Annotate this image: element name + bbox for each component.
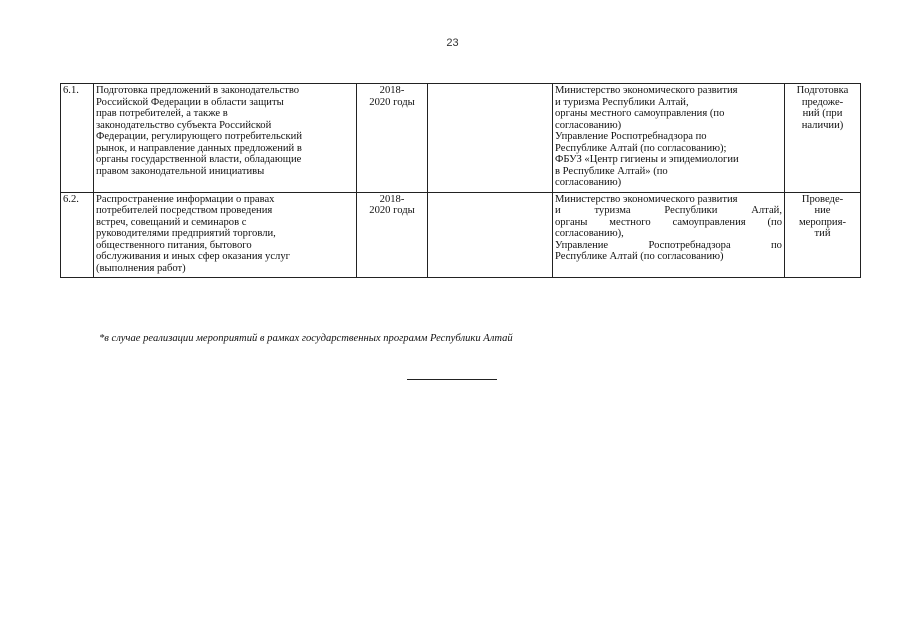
funding-cell [428,84,553,193]
word: (по [767,216,782,228]
text-line: Распространение информации о правах [96,193,275,205]
text-line: 2018- [379,85,405,96]
text-line: согласованию) [555,177,622,188]
text-line: ний (при [802,108,843,119]
text-line: (выполнения работ) [96,262,186,274]
text-line: наличии) [801,119,844,131]
text-line: правом законодательной инициативы [96,165,265,177]
text-line: законодательство субъекта Российской [96,119,272,131]
executors-cell [553,84,785,193]
period-cell [357,84,428,193]
text-line [555,228,782,240]
word: Управление [555,239,609,251]
footnote: *в случае реализации мероприятий в рамках государственных программ Республики Алтай [99,333,513,344]
text-line: 2020 годы [369,96,415,108]
table-row [61,84,861,193]
table-row [61,192,861,278]
text-line: Подготовка [796,85,849,96]
text-line: Управление Роспотребнадзора по [555,131,707,142]
text-line [555,217,782,229]
text-line: руководителями предприятий торговли, [96,228,276,239]
text-line: Проведе- [801,193,844,205]
word: туризма [594,205,631,216]
text-line: предоже- [801,96,844,108]
text-line: органы государственной власти, обладающие [96,154,302,165]
text-line: 2018- [379,193,405,205]
result-cell [785,84,861,193]
funding-cell [428,192,553,278]
word: Алтай, [751,205,782,216]
text-line [555,194,782,206]
row-number: 6.2. [61,192,94,278]
word: согласованию), [555,228,624,239]
text-line: Российской Федерации в области защиты [96,96,284,108]
text-line: Министерство экономического развития [555,85,738,96]
page-number: 23 [446,37,459,49]
word: Республики [664,205,718,216]
row-number: 6.1. [61,84,94,193]
text-line: в Республике Алтай» (по [555,165,668,177]
word: Республике Алтай (по согласованию) [555,251,724,262]
word: и [555,205,561,216]
text-line: и туризма Республики Алтай, [555,96,689,108]
activities-table [60,83,861,278]
text-line: рынок, и направление данных предложений в [96,142,302,154]
word: Министерство экономического развития [555,193,738,205]
text-line: Республике Алтай (по согласованию); [555,142,727,154]
word: самоуправления [672,216,746,228]
text-line: 2020 годы [369,205,415,216]
text-line: потребителей посредством проведения [96,205,273,216]
activity-cell [94,192,357,278]
text-line: тий [814,228,831,239]
text-line: прав потребителей, а также в [96,108,228,119]
word: Роспотребнадзора [648,239,731,251]
text-line: обслуживания и иных сфер оказания услуг [96,251,290,262]
text-line: мероприя- [798,216,847,228]
text-line: ФБУЗ «Центр гигиены и эпидемиологии [555,154,739,165]
text-line: Подготовка предложений в законодательство [96,85,300,96]
word: органы [555,216,588,228]
text-line [555,251,782,263]
text-line [555,240,782,252]
text-line: встреч, совещаний и семинаров с [96,216,247,228]
word: по [771,239,782,251]
text-line: общественного питания, бытового [96,239,252,251]
text-line [555,205,782,217]
end-divider [407,379,497,380]
text-line: ние [814,205,831,216]
activity-cell [94,84,357,193]
text-line: Федерации, регулирующего потребительский [96,131,302,142]
executors-cell [553,192,785,278]
text-line: согласованию) [555,119,622,131]
period-cell [357,192,428,278]
word: местного [609,216,651,228]
text-line: органы местного самоуправления (по [555,108,725,119]
result-cell [785,192,861,278]
